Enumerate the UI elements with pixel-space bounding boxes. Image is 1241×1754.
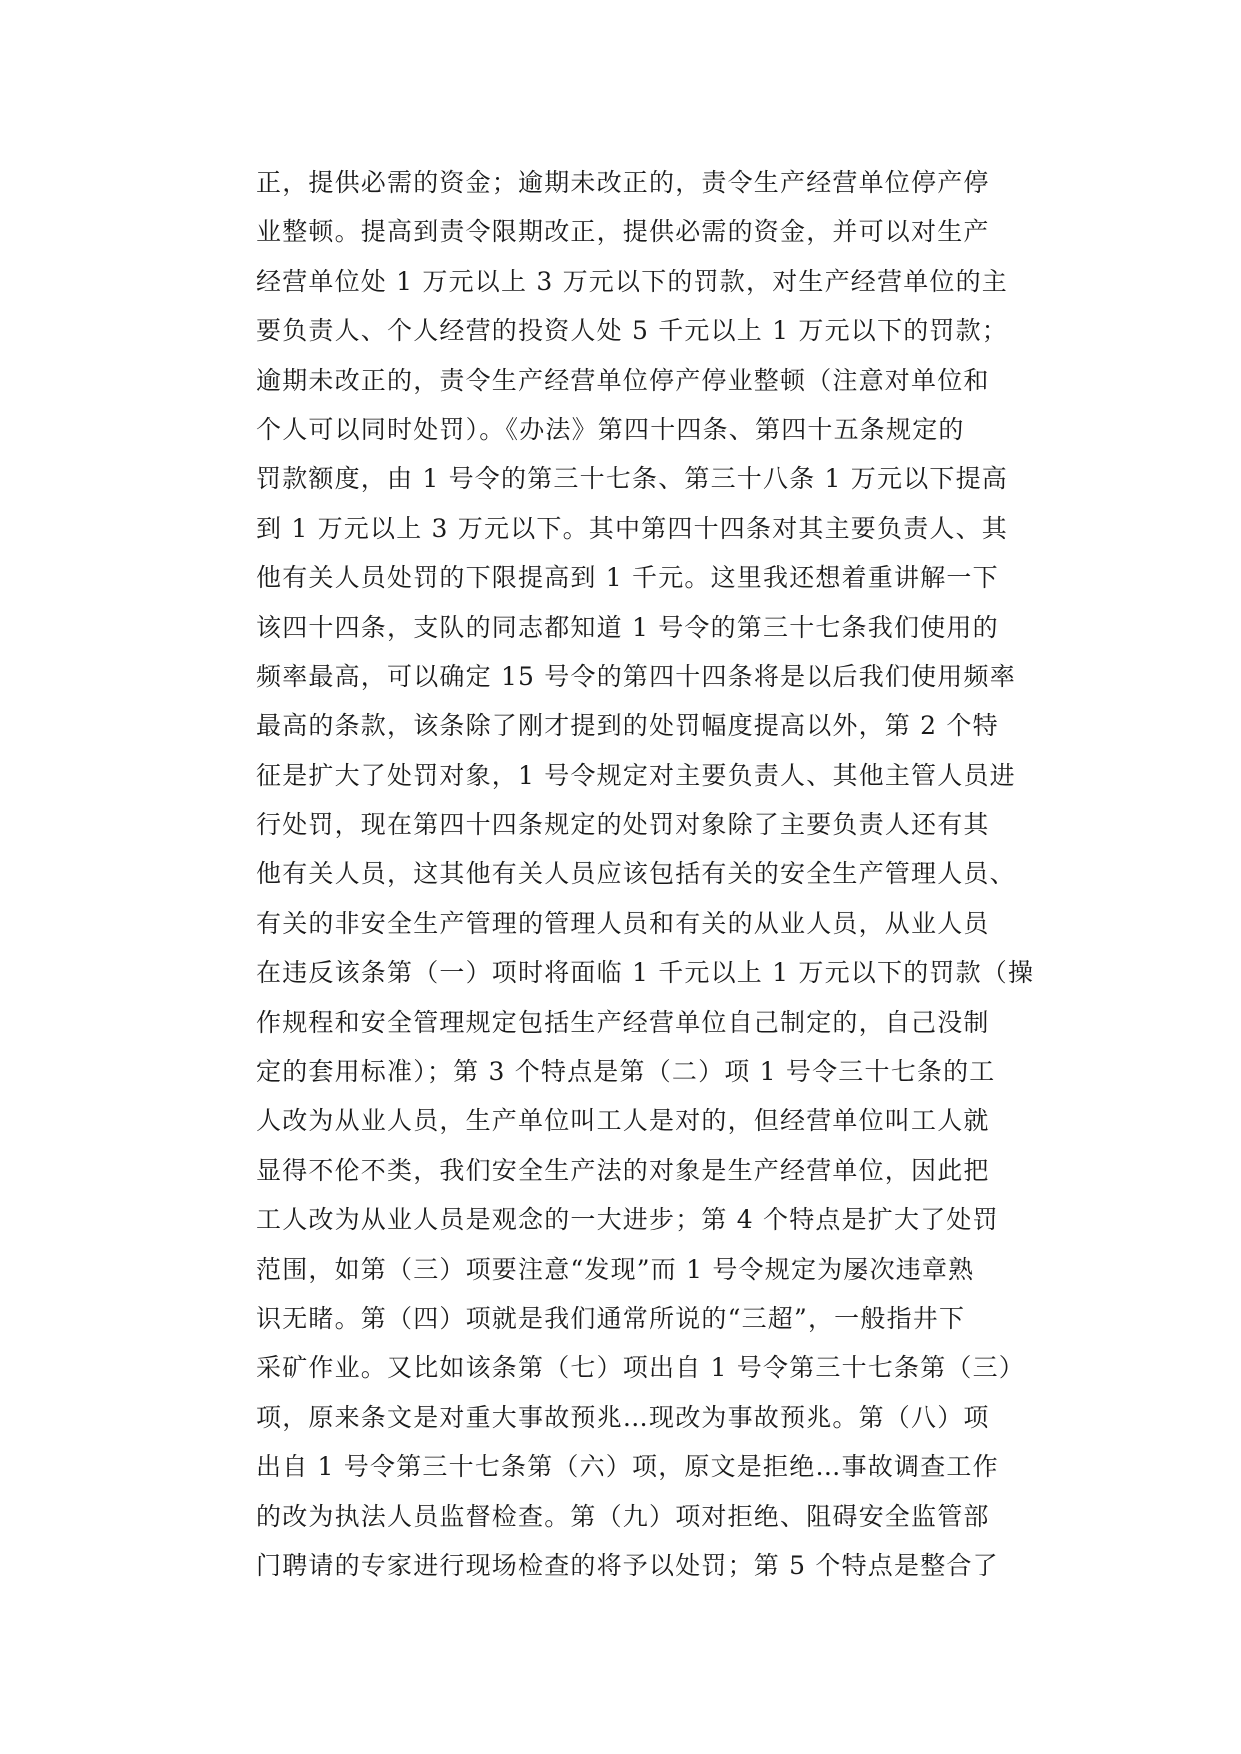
text-line: 项，原来条文是对重大事故预兆…现改为事故预兆。第（八）项 xyxy=(256,1402,990,1432)
text-line: 个人可以同时处罚）。《办法》第四十四条、第四十五条规定的 xyxy=(256,414,965,444)
text-line: 显得不伦不类，我们安全生产法的对象是生产经营单位，因此把 xyxy=(256,1155,990,1185)
text-line: 罚款额度，由 1 号令的第三十七条、第三十八条 1 万元以下提高 xyxy=(256,464,1009,494)
text-line: 他有关人员，这其他有关人员应该包括有关的安全生产管理人员、 xyxy=(256,859,1016,889)
text-line: 人改为从业人员，生产单位叫工人是对的，但经营单位叫工人就 xyxy=(256,1106,990,1136)
text-line: 的改为执法人员监督检查。第（九）项对拒绝、阻碍安全监管部 xyxy=(256,1501,990,1531)
text-line: 在违反该条第（一）项时将面临 1 千元以上 1 万元以下的罚款（操 xyxy=(256,958,1035,988)
text-line: 作规程和安全管理规定包括生产经营单位自己制定的，自己没制 xyxy=(256,1007,990,1037)
text-line: 采矿作业。又比如该条第（七）项出自 1 号令第三十七条第（三） xyxy=(256,1353,1026,1383)
text-line: 门聘请的专家进行现场检查的将予以处罚；第 5 个特点是整合了 xyxy=(256,1550,999,1580)
text-line: 出自 1 号令第三十七条第（六）项，原文是拒绝…事故调查工作 xyxy=(256,1452,999,1482)
text-line: 到 1 万元以上 3 万元以下。其中第四十四条对其主要负责人、其 xyxy=(256,513,1009,543)
text-line: 范围，如第（三）项要注意“发现”而 1 号令规定为屡次违章熟 xyxy=(256,1254,975,1284)
text-line: 他有关人员处罚的下限提高到 1 千元。这里我还想着重讲解一下 xyxy=(256,563,999,593)
text-line: 频率最高，可以确定 15 号令的第四十四条将是以后我们使用频率 xyxy=(256,661,1016,691)
text-line: 该四十四条，支队的同志都知道 1 号令的第三十七条我们使用的 xyxy=(256,612,999,642)
text-line: 经营单位处 1 万元以上 3 万元以下的罚款，对生产经营单位的主 xyxy=(256,266,1009,296)
text-line: 要负责人、个人经营的投资人处 5 千元以上 1 万元以下的罚款； xyxy=(256,316,1009,346)
text-line: 最高的条款，该条除了刚才提到的处罚幅度提高以外，第 2 个特 xyxy=(256,711,999,741)
body-text xyxy=(256,158,1035,1590)
text-line: 正，提供必需的资金；逾期未改正的，责令生产经营单位停产停 xyxy=(256,168,990,197)
text-line: 行处罚，现在第四十四条规定的处罚对象除了主要负责人还有其 xyxy=(256,810,990,840)
text-line: 定的套用标准）；第 3 个特点是第（二）项 1 号令三十七条的工 xyxy=(256,1057,996,1087)
text-line: 识无睹。第（四）项就是我们通常所说的“三超”，一般指井下 xyxy=(256,1303,966,1333)
text-line: 逾期未改正的，责令生产经营单位停产停业整顿（注意对单位和 xyxy=(256,365,990,395)
text-line: 征是扩大了处罚对象，1 号令规定对主要负责人、其他主管人员进 xyxy=(256,760,1016,790)
text-line: 工人改为从业人员是观念的一大进步；第 4 个特点是扩大了处罚 xyxy=(256,1205,999,1235)
text-line: 业整顿。提高到责令限期改正，提供必需的资金，并可以对生产 xyxy=(256,217,990,247)
text-line: 有关的非安全生产管理的管理人员和有关的从业人员，从业人员 xyxy=(256,908,990,938)
